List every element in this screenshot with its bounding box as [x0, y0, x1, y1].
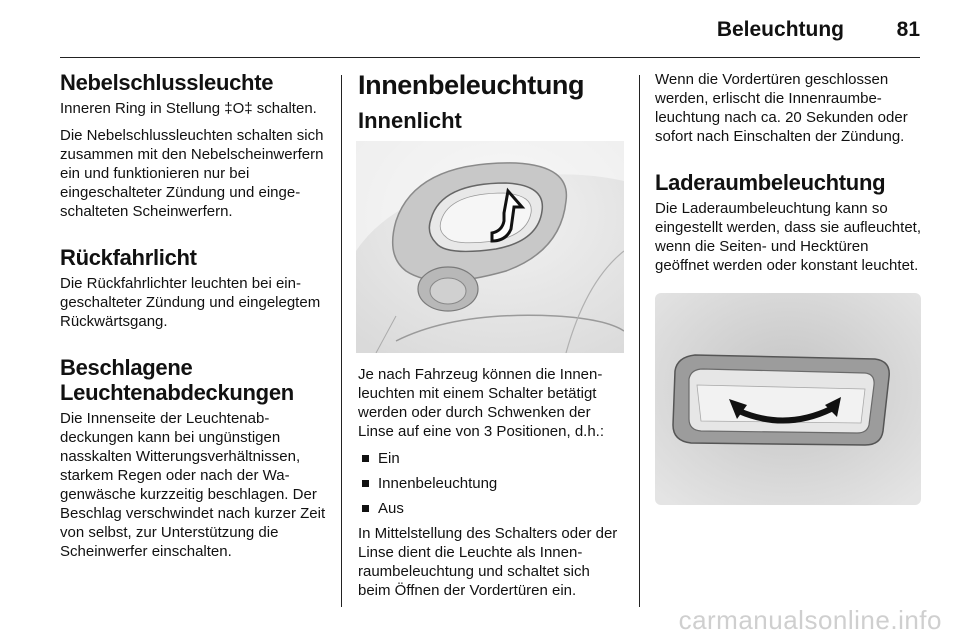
bullet-icon — [362, 455, 369, 462]
paragraph: Die Rückfahrlichter leuchten bei eingeschalteter Zündung und eingelegtem Rückwärtsgang. — [60, 275, 321, 330]
list-item: Aus — [358, 499, 624, 518]
watermark: carmanualsonline.info — [678, 605, 942, 635]
section-heading: Beschlagene Leuchtenabdeckungen — [60, 355, 294, 405]
cargo-light-illustration — [655, 293, 921, 505]
section-heading: Nebelschlussleuchte — [60, 70, 274, 95]
main-heading: Innenbeleuchtung — [358, 70, 585, 100]
list-item: Innenbeleuchtung — [358, 474, 624, 493]
column-divider — [341, 75, 342, 607]
paragraph: Je nach Fahrzeug können die Innenleuchten mit einem Schalter betätigt werden oder durch Schwenken der Linse auf eine von 3 Positionen, d.h.: — [358, 366, 605, 440]
interior-light-illustration — [356, 141, 624, 353]
paragraph: In Mittelstellung des Schalters oder der Linse dient die Leuchte als Innenraumbeleuchtung und schaltet sich beim Öffnen der Vordertüren ein. — [358, 525, 618, 599]
column-middle — [358, 70, 624, 608]
column-left — [60, 70, 330, 569]
paragraph: Die Laderaumbeleuchtung kann so eingestellt werden, dass sie aufleuchtet, wenn die Seiten- und Hecktüren geöffnet werden oder konstant leuchtet. — [655, 200, 921, 274]
page-number: 81 — [896, 18, 920, 41]
header-rule — [60, 57, 920, 58]
position-list — [358, 449, 624, 518]
paragraph: Die Innenseite der Leuchtenabdeckungen kann bei ungünstigen nasskalten Witterungsverhältnissen, starkem Regen oder nach der Wagenwäsche kurzzeitig beschlagen. Der Beschlag verschwindet nach kurzer Zeit von selbst, zur Unterstützung die Scheinwerfer einschalten. — [60, 410, 326, 560]
column-divider — [639, 75, 640, 607]
column-right — [655, 70, 921, 505]
sub-heading: Innenlicht — [358, 108, 462, 133]
bullet-icon — [362, 505, 369, 512]
bullet-icon — [362, 480, 369, 487]
paragraph: Wenn die Vordertüren geschlossen werden, erlischt die Innenraumbeleuchtung nach ca. 20 Sekunden oder sofort nach Einschalten der Zündung. — [655, 71, 908, 145]
section-heading: Rückfahrlicht — [60, 245, 197, 270]
section-heading: Laderaumbeleuchtung — [655, 170, 886, 195]
paragraph: Die Nebelschlussleuchten schalten sich zusammen mit den Nebelscheinwerfern ein und funktionieren nur bei eingeschalteter Zündung und eingeschalteten Scheinwerfern. — [60, 127, 324, 220]
page-header — [60, 16, 920, 56]
chapter-title: Beleuchtung — [716, 18, 844, 41]
list-item: Ein — [358, 449, 624, 468]
paragraph: Inneren Ring in Stellung ‡O‡ schalten. — [60, 100, 317, 117]
